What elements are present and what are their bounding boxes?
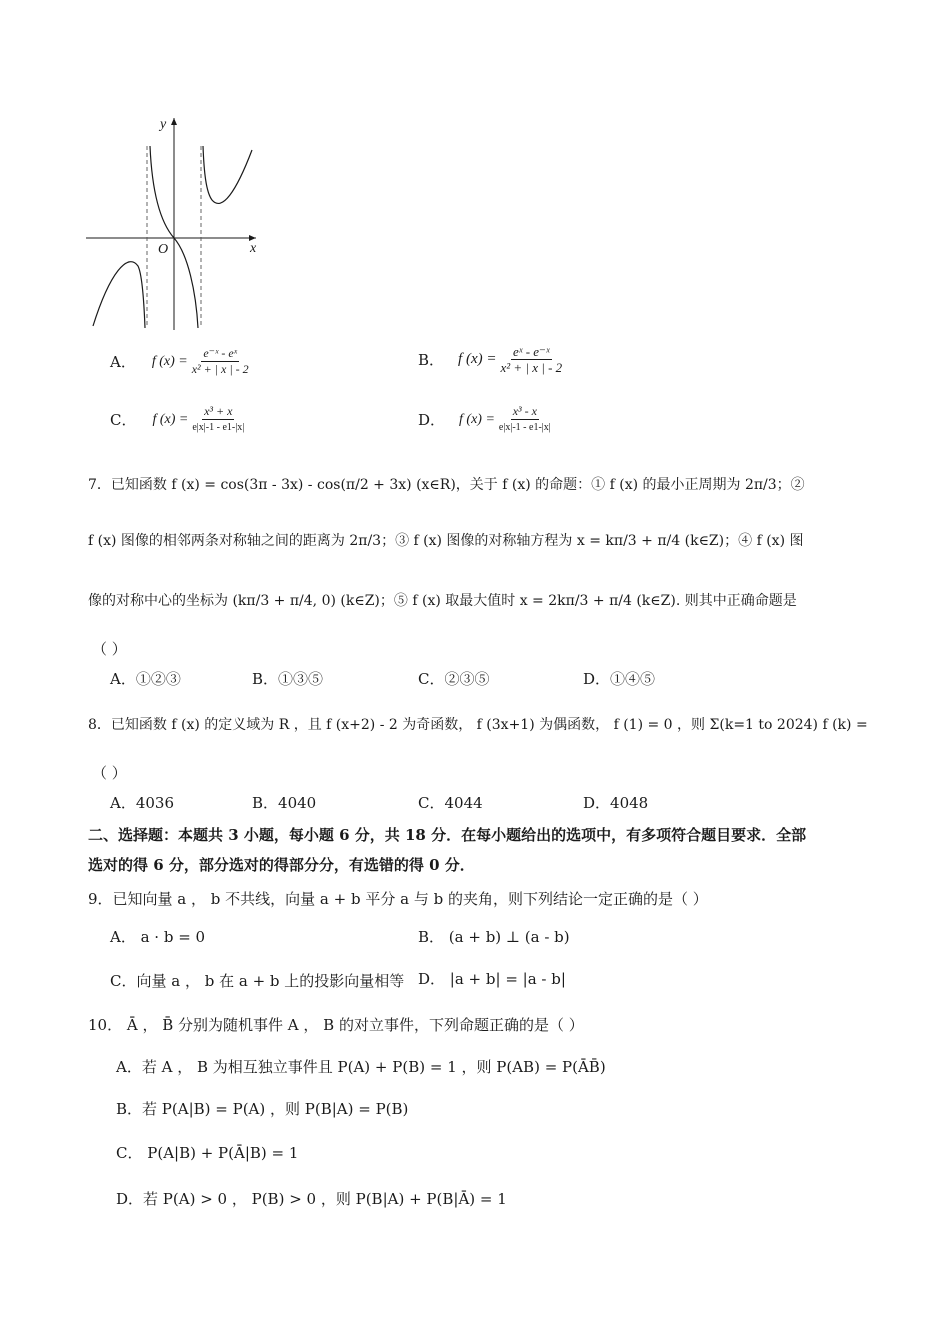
q10-option-d[interactable]: D．若 P(A) > 0 ， P(B) > 0 ，则 P(B|A) + P(B|Ā) = 1 [116, 1190, 507, 1208]
q6-option-b-label: B． [418, 351, 445, 369]
section2-heading-line1: 二、选择题：本题共 3 小题，每小题 6 分，共 18 分．在每小题给出的选项中，有多项符合题目要求．全部 [88, 826, 807, 844]
q8-option-c[interactable]: C．4044 [418, 794, 483, 812]
q8-stem: 8．已知函数 f (x) 的定义域为 R ，且 f (x+2) - 2 为奇函数， f (3x+1) 为偶函数， f (1) = 0 ，则 Σ(k=1 to 2024) f (k) = [88, 717, 868, 733]
q9-option-b[interactable]: B． (a + b) ⊥ (a - b) [418, 928, 570, 946]
q6-option-c-numerator: x³ + x [204, 404, 233, 418]
q6-option-b-fraction [498, 344, 564, 375]
q7-stem-line1: 7．已知函数 f (x) = cos(3π - 3x) - cos(π/2 + 3x) (x∈R)，关于 f (x) 的命题：① f (x) 的最小正周期为 2π/3；② [88, 477, 805, 493]
q6-option-d-lhs: f (x) = [459, 411, 495, 427]
q7-option-d[interactable]: D．①④⑤ [583, 670, 656, 688]
q9-option-a[interactable]: A． a · b = 0 [110, 928, 206, 946]
q6-option-c-lhs: f (x) = [152, 411, 189, 427]
q6-option-c-denominator: e|x|-1 - e1-|x| [192, 422, 245, 433]
q7-stem-line2: f (x) 图像的相邻两条对称轴之间的距离为 2π/3；③ f (x) 图像的对称轴方程为 x = kπ/3 + π/4 (k∈Z)；④ f (x) 图 [88, 533, 804, 549]
q9-option-c[interactable]: C．向量 a ， b 在 a + b 上的投影向量相等 [110, 972, 405, 990]
y-axis-label: y [160, 117, 167, 132]
q7-option-a[interactable]: A．①②③ [110, 670, 181, 688]
q9-stem: 9．已知向量 a ， b 不共线，向量 a + b 平分 a 与 b 的夹角，则下列结论一定正确的是（ ） [88, 890, 708, 908]
q6-option-b-denominator: x² + | x | - 2 [500, 360, 563, 375]
q10-option-c[interactable]: C． P(A|B) + P(Ā|B) = 1 [116, 1144, 299, 1162]
q6-option-a-fraction [190, 346, 251, 377]
q6-option-b[interactable] [418, 344, 566, 375]
q6-option-c[interactable] [110, 404, 248, 435]
q6-option-c-label: C． [110, 411, 137, 429]
curve-right-branch [203, 146, 252, 203]
q7-option-b[interactable]: B．①③⑤ [252, 670, 324, 688]
q6-option-b-lhs: f (x) = [458, 351, 497, 367]
q6-option-a-numerator: e⁻ˣ - eˣ [203, 346, 238, 360]
q6-option-c-fraction [190, 404, 246, 435]
q9-option-d[interactable]: D． |a + b| = |a - b| [418, 970, 566, 988]
q8-option-a[interactable]: A．4036 [110, 794, 175, 812]
q8-option-b[interactable]: B．4040 [252, 794, 317, 812]
origin-label: O [158, 242, 169, 257]
q6-option-d-fraction [497, 404, 553, 435]
q6-option-a[interactable] [110, 346, 253, 377]
q10-stem: 10． Ā ， B̄ 分别为随机事件 A ， B 的对立事件，下列命题正确的是（ ） [88, 1016, 584, 1034]
function-graph [80, 112, 270, 334]
q6-option-a-label: A． [110, 353, 136, 371]
section2-heading-line2: 选对的得 6 分，部分选对的得部分分，有选错的得 0 分． [88, 856, 475, 874]
q6-option-d-numerator: x³ - x [512, 404, 537, 418]
q6-option-a-denominator: x² + | x | - 2 [191, 362, 249, 376]
q8-option-d[interactable]: D．4048 [583, 794, 649, 812]
y-axis-arrow [171, 118, 177, 125]
q6-option-d-label: D． [418, 411, 446, 429]
x-axis-label: x [250, 241, 257, 256]
q6-option-d[interactable] [418, 404, 555, 435]
q6-option-a-lhs: f (x) = [151, 353, 188, 369]
q7-option-c[interactable]: C．②③⑤ [418, 670, 490, 688]
q10-option-b[interactable]: B．若 P(A|B) = P(A) ，则 P(B|A) = P(B) [116, 1100, 409, 1118]
q10-option-a[interactable]: A．若 A ， B 为相互独立事件且 P(A) + P(B) = 1 ，则 P(AB) = P(ĀB̄) [116, 1058, 606, 1076]
curve-left-branch [93, 262, 145, 328]
q7-stem-line3: 像的对称中心的坐标为 (kπ/3 + π/4, 0) (k∈Z)；⑤ f (x) 取最大值时 x = 2kπ/3 + π/4 (k∈Z). 则其中正确命题是 [88, 593, 797, 609]
q6-option-d-denominator: e|x|-1 - e1-|x| [498, 422, 551, 433]
q7-paren: （ ） [92, 640, 127, 658]
q6-option-b-numerator: eˣ - e⁻ˣ [513, 344, 550, 359]
q8-paren: （ ） [92, 764, 127, 782]
